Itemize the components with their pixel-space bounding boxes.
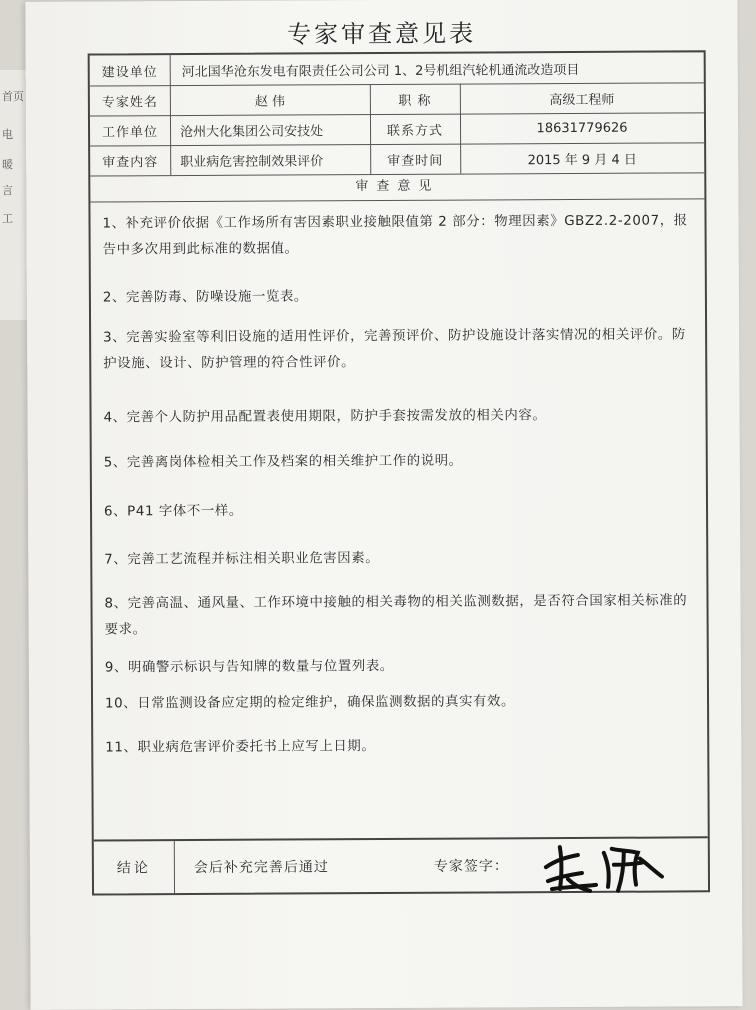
field-value: 河北国华沧东发电有限责任公司公司 1、2号机组汽轮机通流改造项目 <box>181 62 580 80</box>
opinion-item: 10、日常监测设备应定期的检定维护，确保监测数据的真实有效。 <box>105 694 516 712</box>
opinion-item: 6、P41 字体不一样。 <box>103 503 243 520</box>
edge-text: 言 <box>2 184 13 197</box>
opinion-item: 9、明确警示标识与告知牌的数量与位置列表。 <box>104 658 394 676</box>
edge-text: 电 <box>2 128 13 141</box>
field-label: 联系方式 <box>370 114 461 144</box>
table-row <box>90 142 704 176</box>
table-row <box>90 82 704 116</box>
field-value: 赵 伟 <box>170 84 371 115</box>
field-label: 专家姓名 <box>90 85 171 115</box>
field-label: 工作单位 <box>90 115 171 145</box>
table-row <box>90 52 704 86</box>
field-label: 建设单位 <box>90 55 171 85</box>
opinion-item: 3、完善实验室等利旧设施的适用性评价，完善预评价、防护设施设计落实情况的相关评价。防护设施、设计、防护管理的符合性评价。 <box>103 327 686 372</box>
field-label: 职 称 <box>370 84 461 114</box>
field-value: 高级工程师 <box>549 92 615 108</box>
field-value: 职业病危害控制效果评价 <box>170 144 371 175</box>
edge-text: 首页 <box>2 90 24 103</box>
field-value: 沧州大化集团公司安技处 <box>170 114 371 145</box>
signature-label: 专家签字： <box>433 858 509 875</box>
field-value: 2015 年 9 月 4 日 <box>527 152 637 168</box>
opinion-item: 7、完善工艺流程并标注相关职业危害因素。 <box>104 551 380 568</box>
conclusion-label: 结论 <box>94 841 175 893</box>
handwritten-signature <box>538 829 668 900</box>
opinion-item: 11、职业病危害评价委托书上应写上日期。 <box>105 739 376 756</box>
opinion-section-title: 审查意见 <box>90 172 704 202</box>
opinion-item: 4、完善个人防护用品配置表使用期限，防护手套按需发放的相关内容。 <box>103 408 547 426</box>
edge-text: 工 <box>2 212 13 225</box>
review-table <box>88 50 710 895</box>
form-paper <box>25 0 742 1010</box>
field-value: 18631779626 <box>536 120 628 136</box>
conclusion-value: 会后补充完善后通过 <box>193 859 329 877</box>
field-label: 审查内容 <box>90 145 171 175</box>
opinion-item: 5、完善离岗体检相关工作及档案的相关维护工作的说明。 <box>103 453 463 471</box>
opinion-item: 8、完善高温、通风量、工作环境中接触的相关毒物的相关监测数据，是否符合国家相关标准的要求。 <box>104 593 688 638</box>
opinion-item: 2、完善防毒、防噪设施一览表。 <box>102 289 308 306</box>
form-title: 专家审查意见表 <box>286 19 477 49</box>
field-label: 审查时间 <box>370 144 461 174</box>
opinion-item: 1、补充评价依据《工作场所有害因素职业接触限值第 2 部分：物理因素》GBZ2.2-2007，报告中多次用到此标准的数据值。 <box>102 213 688 258</box>
table-row <box>90 112 704 146</box>
conclusion-row <box>94 836 708 893</box>
edge-text: 暖 <box>2 158 13 171</box>
